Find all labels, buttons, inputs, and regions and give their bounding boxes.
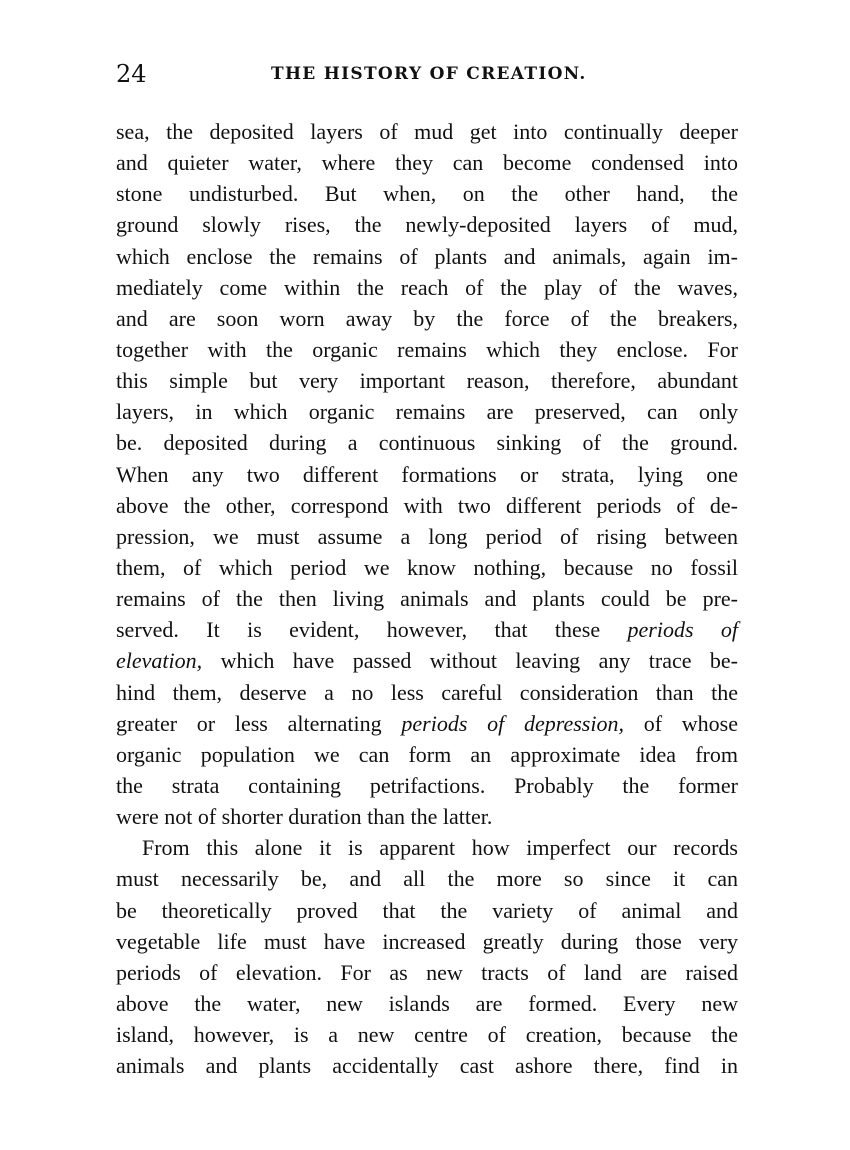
text-line: them, of which period we know nothing, because no fossil [116,554,738,580]
text-line: organic population we can form an approximate idea from [116,741,738,767]
text-line: remains of the then living animals and plants could be pre- [116,586,738,612]
text-line: periods of elevation. For as new tracts of land are raised [116,959,738,985]
text-line: and are soon worn away by the force of the breakers, [116,305,738,331]
text-line: be. deposited during a continuous sinking of the ground. [116,430,738,456]
body-text [116,116,738,1081]
text-line: hind them, deserve a no less careful consideration than the [116,679,738,705]
text-line: the strata containing petrifactions. Probably the former [116,772,738,798]
text-line [116,645,738,676]
text-segment: of whose [643,710,738,736]
text-line: must necessarily be, and all the more so since it can [116,866,738,892]
running-head [116,60,738,90]
text-line: layers, in which organic remains are preserved, can only [116,399,738,425]
text-segment: greater or less alternating [116,710,382,736]
text-line: animals and plants accidentally cast ashore there, find in [116,1053,738,1079]
text-line: be theoretically proved that the variety of animal and [116,897,738,923]
text-line: together with the organic remains which they enclose. For [116,336,738,362]
text-line: mediately come within the reach of the play of the waves, [116,274,738,300]
page-number: 24 [116,60,147,88]
text-line: From this alone it is apparent how imperfect our records [142,835,738,861]
text-line: which enclose the remains of plants and animals, again im- [116,243,738,269]
text-line: this simple but very important reason, therefore, abundant [116,368,738,394]
text-line: and quieter water, where they can become condensed into [116,150,738,176]
text-line: stone undisturbed. But when, on the other hand, the [116,181,738,207]
text-line [116,614,738,645]
text-segment: which have passed without leaving any trace be- [220,648,739,674]
text-line: above the other, correspond with two different periods of de- [116,492,738,518]
text-line: pression, we must assume a long period of rising between [116,523,738,549]
text-line: When any two different formations or strata, lying one [116,461,738,487]
italic-phrase: periods of depression, [401,710,624,736]
italic-phrase: periods of [627,617,739,643]
text-segment: served. It is evident, however, that these [116,617,601,643]
italic-phrase: elevation, [116,648,203,674]
text-line [116,708,738,739]
text-line: sea, the deposited layers of mud get into continually deeper [116,119,738,144]
running-title: THE HISTORY OF CREATION. [271,64,587,84]
text-line: ground slowly rises, the newly-deposited layers of mud, [116,212,738,238]
text-line: island, however, is a new centre of creation, because the [116,1022,738,1048]
text-line: vegetable life must have increased greatly during those very [116,928,738,954]
text-line: were not of shorter duration than the latter. [116,804,493,830]
text-line: above the water, new islands are formed. Every new [116,990,738,1016]
